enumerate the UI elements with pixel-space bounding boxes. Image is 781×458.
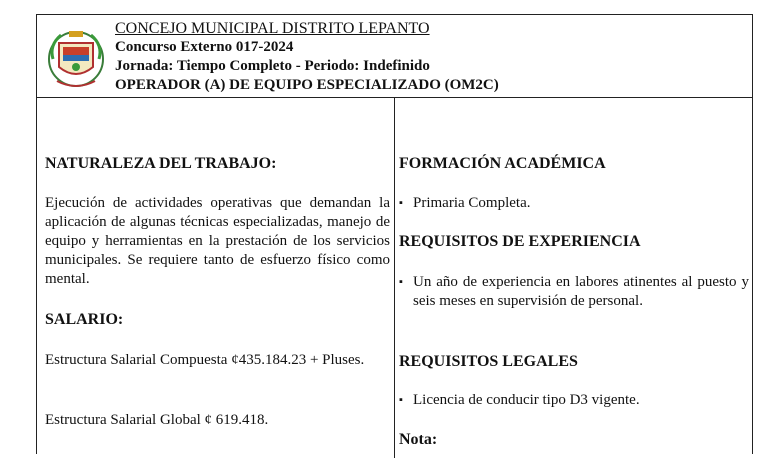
naturaleza-heading: NATURALEZA DEL TRABAJO: — [45, 155, 277, 172]
header-row — [37, 15, 752, 98]
bullet-icon: ▪ — [399, 197, 403, 209]
formacion-heading: FORMACIÓN ACADÉMICA — [399, 155, 606, 172]
municipal-seal-icon — [45, 25, 107, 95]
contest-number: Concurso Externo 017-2024 — [115, 39, 294, 55]
job-posting-table — [36, 14, 753, 454]
salario-heading: SALARIO: — [45, 311, 124, 328]
nota-heading: Nota: — [399, 431, 438, 448]
list-item: ▪ Licencia de conducir tipo D3 vigente. — [399, 392, 640, 408]
bullet-icon: ▪ — [399, 394, 403, 406]
column-divider — [394, 98, 395, 458]
naturaleza-text: Ejecución de actividades operativas que demandan la aplicación de algunas técnicas especializadas, manejo de equipo y herramientas en la prestación de los servicios municipales. Se requiere tanto de esfuerzo físico como mental. — [45, 195, 390, 287]
salario-global: Estructura Salarial Global ¢ 619.418. — [45, 412, 269, 428]
legales-heading: REQUISITOS LEGALES — [399, 353, 578, 370]
header-text — [115, 19, 499, 95]
salario-compuesta: Estructura Salarial Compuesta ¢435.184.23 + Pluses. — [45, 352, 365, 368]
work-schedule: Jornada: Tiempo Completo - Periodo: Indefinido — [115, 58, 430, 74]
experiencia-heading: REQUISITOS DE EXPERIENCIA — [399, 233, 641, 250]
position-title: OPERADOR (A) DE EQUIPO ESPECIALIZADO (OM2C) — [115, 77, 499, 93]
list-item: ▪ Un año de experiencia en labores atinentes al puesto y seis meses en supervisión de personal. — [399, 274, 749, 309]
list-item: ▪ Primaria Completa. — [399, 195, 531, 211]
institution-name: CONCEJO MUNICIPAL DISTRITO LEPANTO — [115, 20, 430, 37]
bullet-icon: ▪ — [399, 276, 403, 288]
